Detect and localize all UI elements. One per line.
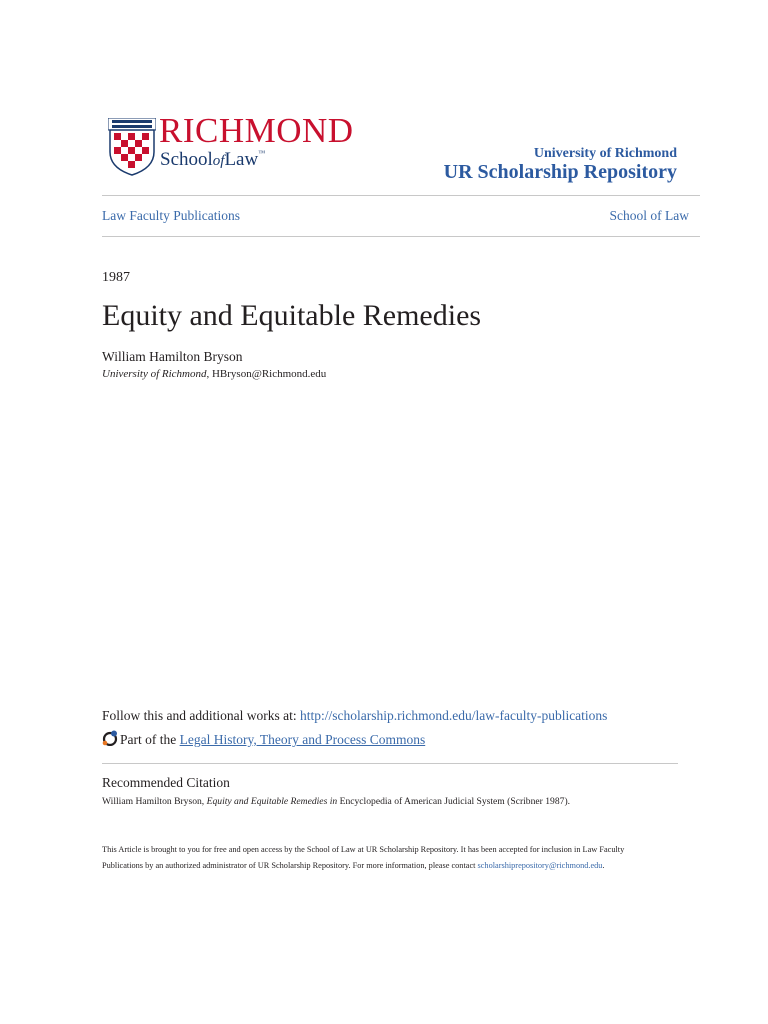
citation-work: Equity and Equitable Remedies [206,796,328,807]
affiliation-name: University of Richmond [102,368,207,380]
commons-link[interactable]: Legal History, Theory and Process Commons [179,732,426,747]
logo-wordmark: RICHMOND [159,111,354,150]
notice-text: This Article is brought to you for free and open access by the School of Law at UR Scholarship Repository. It has been accepted for inclusion in Law Faculty Publications by an authorized administrator of UR Scholarship Repository. For more information, please contact [102,845,625,870]
breadcrumb-divider [102,236,700,237]
citation-text [102,796,570,807]
collection-url-link[interactable]: http://scholarship.richmond.edu/law-faculty-publications [300,708,608,723]
logo-trademark: ™ [258,149,266,157]
follow-line [102,708,607,724]
richmond-shield-logo [108,118,156,176]
repository-name: UR Scholarship Repository [443,161,677,183]
breadcrumb-school-link[interactable]: School of Law [609,208,689,223]
header-divider [102,195,700,196]
part-of-lead: Part of the [120,732,180,747]
notice-end: . [602,860,605,870]
contact-email-link[interactable]: scholarshiprepository@richmond.edu [477,860,603,870]
breadcrumb-collection-link[interactable]: Law Faculty Publications [102,208,240,223]
logo-sub-law: Law [224,149,259,170]
citation-in: in [327,796,338,807]
logo-subtitle [160,150,265,169]
part-of-line [102,730,425,748]
article-title: Equity and Equitable Remedies [102,299,482,332]
author-email: , HBryson@Richmond.edu [206,368,327,380]
article-author: William Hamilton Bryson [102,349,243,364]
repository-university: University of Richmond [533,146,677,161]
logo-sub-school: School [160,149,213,170]
article-year: 1987 [102,270,130,285]
author-affiliation [102,368,326,380]
citation-rest: Encyclopedia of American Judicial System (Scribner 1987). [337,796,571,807]
follow-lead: Follow this and additional works at: [102,708,300,723]
access-notice [102,842,662,873]
logo-sub-of: of [212,153,225,169]
citation-author: William Hamilton Bryson, [102,796,207,807]
network-commons-icon [102,730,118,746]
citation-divider [102,763,678,764]
recommended-citation-heading: Recommended Citation [102,775,230,790]
